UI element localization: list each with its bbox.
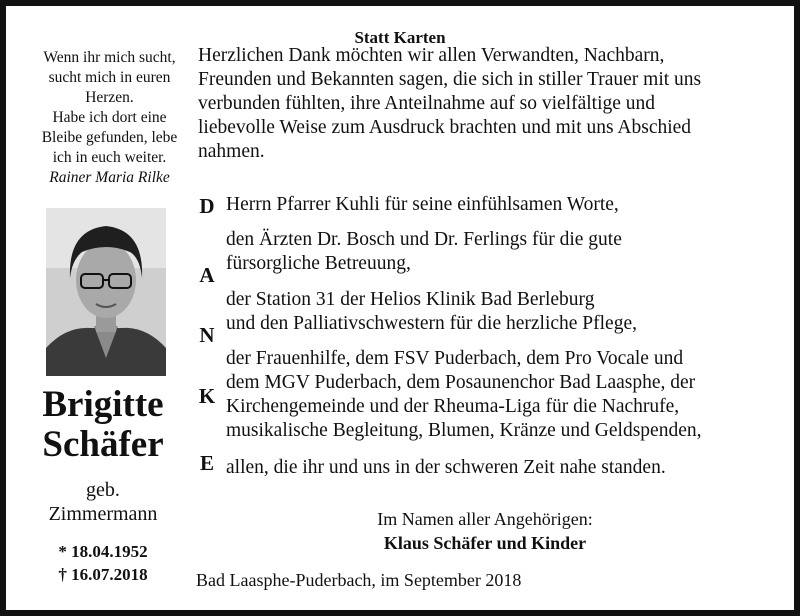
poem-line: ich in euch weiter. bbox=[52, 149, 167, 166]
life-dates bbox=[18, 540, 188, 586]
portrait-illustration bbox=[46, 208, 166, 376]
poem-line: Herzen. bbox=[85, 89, 134, 106]
entry-line: dem MGV Puderbach, dem Posaunenchor Bad Laasphe, der bbox=[226, 372, 696, 393]
entry-line: musikalische Begleitung, Blumen, Kränze und Geldspenden, bbox=[226, 420, 702, 441]
thanks-intro bbox=[198, 44, 778, 164]
entry-line: den Ärzten Dr. Bosch und Dr. Ferlings für die gute bbox=[226, 229, 622, 250]
birth-prefix: geb. bbox=[86, 479, 120, 501]
portrait-photo bbox=[46, 208, 166, 376]
entry-line: der Frauenhilfe, dem FSV Puderbach, dem Pro Vocale und bbox=[226, 348, 684, 369]
intro-line: liebevolle Weise zum Ausdruck brachten und mit uns Abschied bbox=[198, 117, 692, 138]
entry-line: Herrn Pfarrer Kuhli für seine einfühlsamen Worte, bbox=[226, 194, 619, 215]
thanks-entry-doctors bbox=[226, 228, 786, 276]
poem-author: Rainer Maria Rilke bbox=[49, 169, 170, 186]
birth-name: Zimmermann bbox=[48, 503, 158, 525]
intro-line: Freunden und Bekannten sagen, die sich in stiller Trauer mit uns bbox=[198, 69, 702, 90]
poem-block bbox=[22, 48, 197, 188]
poem-line: Bleibe gefunden, lebe bbox=[41, 129, 178, 146]
entry-line: allen, die ihr und uns in der schweren Zeit nahe standen. bbox=[226, 457, 666, 478]
entry-line: fürsorgliche Betreuung, bbox=[226, 253, 411, 274]
thanks-entry-pastor bbox=[226, 193, 786, 217]
dank-letter-a: A bbox=[199, 263, 215, 287]
poem-line: sucht mich in euren bbox=[48, 69, 171, 86]
birth-name-block bbox=[18, 478, 188, 526]
signoff-line-1: Im Namen aller Angehörigen: bbox=[377, 509, 593, 529]
signoff-line-2: Klaus Schäfer und Kinder bbox=[383, 533, 587, 553]
thanks-entry-all bbox=[226, 456, 786, 480]
intro-line: verbunden fühlten, ihre Anteilnahme auf so vielfältige und bbox=[198, 93, 656, 114]
poem-line: Habe ich dort eine bbox=[52, 109, 167, 126]
thanks-entry-clinic bbox=[226, 288, 786, 336]
entry-line: Kirchengemeinde und der Rheuma-Liga für die Nachrufe, bbox=[226, 396, 680, 417]
thanks-entry-associations bbox=[226, 347, 786, 443]
last-name: Schäfer bbox=[42, 424, 164, 465]
death-date: † 16.07.2018 bbox=[58, 565, 148, 584]
dank-letter-k: K bbox=[198, 384, 216, 408]
dank-letter-n: N bbox=[199, 323, 215, 347]
place-date-footer: Bad Laasphe-Puderbach, im September 2018 bbox=[196, 570, 522, 590]
dank-letter-e: E bbox=[199, 451, 214, 475]
dank-letter-d: D bbox=[199, 194, 215, 218]
entry-line: und den Palliativschwestern für die herzliche Pflege, bbox=[226, 313, 637, 334]
entry-line: der Station 31 der Helios Klinik Bad Berleburg bbox=[226, 289, 595, 310]
deceased-name bbox=[18, 385, 188, 465]
birth-date: * 18.04.1952 bbox=[58, 542, 148, 561]
intro-line: Herzlichen Dank möchten wir allen Verwandten, Nachbarn, bbox=[198, 45, 665, 66]
intro-line: nahmen. bbox=[198, 141, 265, 162]
first-name: Brigitte bbox=[42, 384, 164, 425]
poem-line: Wenn ihr mich sucht, bbox=[43, 49, 176, 66]
notice-header: Statt Karten bbox=[354, 28, 446, 47]
